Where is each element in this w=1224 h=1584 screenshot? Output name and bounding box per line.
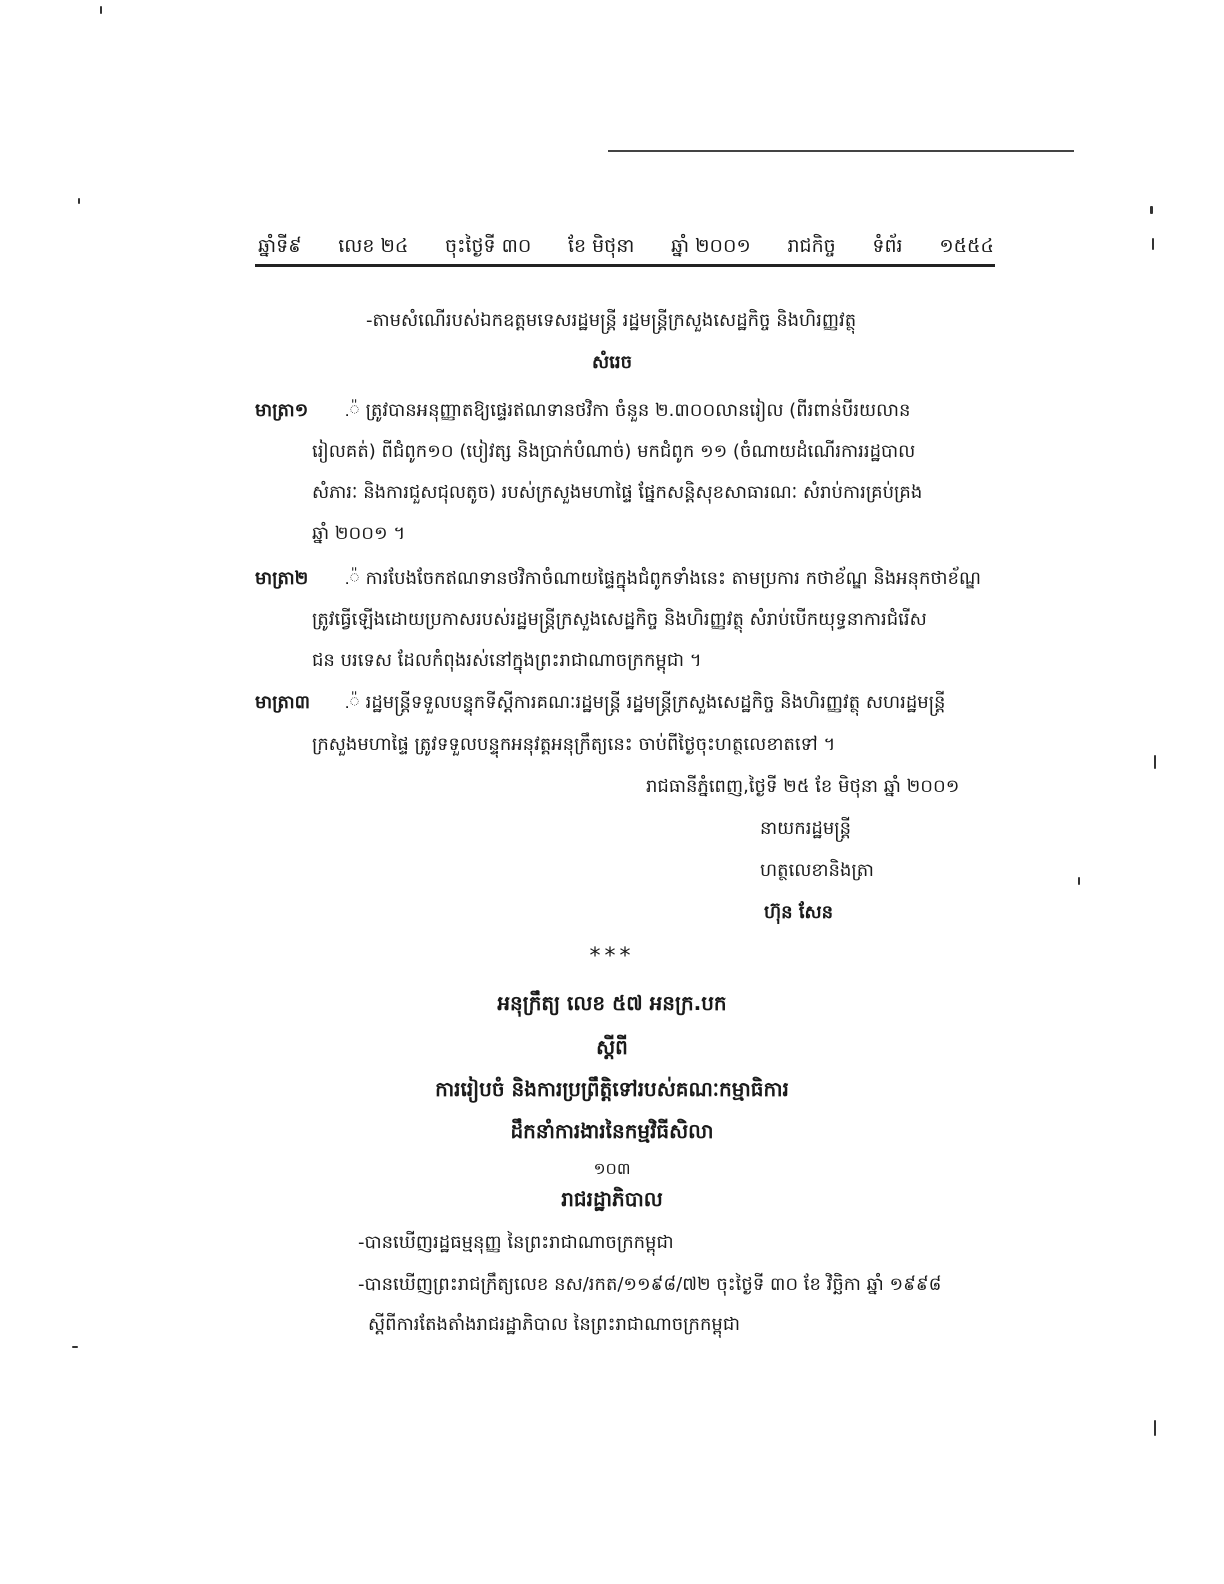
article-2-line: .៉ ការបែងចែកឥណទានថវិកាចំណាយផ្ទៃក្នុងជំពូកទាំងនេះ តាមប្រការ កថាខ័ណ្ឌ និងអនុកថាខ័ណ្ឌ (345, 568, 981, 589)
seen-royal-decree-continued: ស្តីពីការតែងតាំងរាជរដ្ឋាភិបាល នៃព្រះរាជាណាចក្រកម្ពុជា (368, 1314, 740, 1335)
header-year: ឆ្នាំទី៩ (258, 235, 302, 257)
article-1-label: មាត្រា១ (255, 400, 309, 421)
header-page-number: ១៥៥៤ (939, 235, 994, 257)
article-1-line: សំភារៈ និងការជួសជុលតូច) របស់ក្រសួងមហាផ្ទៃ ផ្នែកសន្តិសុខសាធារណៈ សំរាប់ការគ្រប់គ្រង (312, 482, 923, 503)
scan-speck (1154, 755, 1156, 769)
header-year-number: ឆ្នាំ ២០០១ (671, 235, 751, 257)
government-heading: រាជរដ្ឋាភិបាល (561, 1187, 663, 1211)
scan-speck (72, 1346, 78, 1348)
header-issue: លេខ ២៤ (338, 235, 409, 257)
scan-speck (1154, 1420, 1156, 1436)
gazette-header (258, 228, 994, 262)
proposal-line: -តាមសំណើរបស់ឯកឧត្តមទេសរដ្ឋមន្ត្រី រដ្ឋមន្ត្រីក្រសួងសេដ្ឋកិច្ច និងហិរញ្ញវត្ថុ (366, 310, 857, 331)
article-3-line: ក្រសួងមហាផ្ទៃ ត្រូវទទួលបន្ទុកអនុវត្តអនុក្រឹត្យនេះ ចាប់ពីថ្ងៃចុះហត្ថលេខាតទៅ ។ (312, 734, 836, 755)
article-1-line: រៀលគត់) ពីជំពូក១០ (បៀវត្ស និងប្រាក់បំណាច់) មកជំពូក ១១ (ចំណាយដំណើរការរដ្ឋបាល (312, 441, 916, 462)
article-1-line: ឆ្នាំ ២០០១ ។ (312, 523, 406, 544)
ornament-mark: ១០៣ (593, 1159, 631, 1178)
section-separator: *** (589, 944, 635, 969)
header-month: ខែ មិថុនា (567, 235, 635, 257)
header-date: ចុះថ្ងៃទី ៣០ (445, 235, 532, 257)
signatory-name: ហ៊ុន សែន (764, 902, 834, 923)
top-rule (608, 150, 1074, 152)
signature-seal-note: ហត្ថលេខានិងត្រា (760, 860, 874, 881)
scan-speck (78, 198, 80, 204)
scan-speck (100, 6, 102, 14)
seen-constitution: -បានឃើញរដ្ឋធម្មនុញ្ញ នៃព្រះរាជាណាចក្រកម្ពុជា (358, 1232, 674, 1253)
article-3-line: .៉ រដ្ឋមន្ត្រីទទួលបន្ទុកទីស្តីការគណៈរដ្ឋមន្ត្រី រដ្ឋមន្ត្រីក្រសួងសេដ្ឋកិច្ច និងហិរញ្ញវត្ថុ សហរដ្ឋមន្ត្រី (345, 692, 946, 713)
header-rule (255, 264, 995, 267)
place-date: រាជធានីភ្នំពេញ,ថ្ងៃទី ២៥ ខែ មិថុនា ឆ្នាំ ២០០១ (646, 776, 960, 797)
decree-about: ស្តីពី (596, 1035, 628, 1059)
scan-speck (1152, 238, 1154, 250)
article-3-label: មាត្រា៣ (255, 692, 311, 713)
seen-royal-decree: -បានឃើញព្រះរាជក្រឹត្យលេខ នស/រកត/១១៩៨/៧២ ចុះថ្ងៃទី ៣០ ខែ វិច្ឆិកា ឆ្នាំ ១៩៩៨ (358, 1274, 942, 1295)
scan-speck (1150, 206, 1153, 214)
decree-subject-line-2: ដឹកនាំការងារនៃកម្មវិធីសិលា (510, 1119, 714, 1143)
decides-heading: សំរេច (592, 352, 632, 373)
header-gazette: រាជកិច្ច (787, 235, 836, 257)
article-2-line: ជន បរទេស ដែលកំពុងរស់នៅក្នុងព្រះរាជាណាចក្រកម្ពុជា ។ (312, 650, 702, 671)
decree-subject-line-1: ការរៀបចំ និងការប្រព្រឹត្តិទៅរបស់គណៈកម្មាធិការ (435, 1077, 789, 1101)
decree-title: អនុក្រឹត្យ លេខ ៥៧ អនក្រ.បក (497, 991, 727, 1015)
scan-speck (1078, 877, 1080, 885)
article-2-label: មាត្រា២ (255, 568, 309, 589)
article-1-line: .៉ ត្រូវបានអនុញ្ញាតឱ្យផ្ទេរឥណទានថវិកា ចំនួន ២.៣០០លានរៀល (ពីរពាន់បីរយលាន (345, 400, 911, 421)
signatory-title: នាយករដ្ឋមន្ត្រី (760, 818, 852, 839)
header-page-label: ទំព័រ (872, 235, 903, 257)
article-2-line: ត្រូវធ្វើឡើងដោយប្រកាសរបស់រដ្ឋមន្ត្រីក្រសួងសេដ្ឋកិច្ច និងហិរញ្ញវត្ថុ សំរាប់បើកយុទ្ធនាការជំរើស (312, 609, 927, 630)
